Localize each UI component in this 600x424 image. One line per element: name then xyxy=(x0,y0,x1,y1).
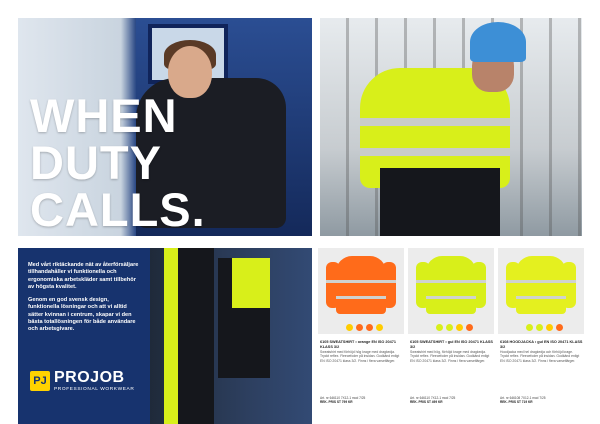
intro-panel xyxy=(18,248,150,424)
product-art-nr: Art. nr 646110 7X12-1 mod 7/25 xyxy=(320,396,366,400)
reflective-stripe xyxy=(416,280,486,283)
swatch xyxy=(556,324,563,331)
logo-wordmark: PROJOB xyxy=(54,369,125,386)
reflective-stripe xyxy=(326,280,396,283)
product-card-yellow-hoodie xyxy=(498,248,584,424)
swatch xyxy=(466,324,473,331)
product-card-orange-sweatshirt xyxy=(318,248,404,424)
headline-line-2: DUTY xyxy=(30,136,162,189)
garment-body xyxy=(516,256,566,314)
swatch xyxy=(536,324,543,331)
product-price: REK. PRIS ST 799 KR xyxy=(320,400,353,405)
headline-line-3: CALLS. xyxy=(30,183,206,236)
intro-paragraph-2: Genom en god svensk design, funktionella lösningar och att vi alltid sätter kvinnan i centrum, skapar vi den bästa totallösningen för både användare och arbetsgivare. xyxy=(28,297,136,333)
product-description: Hoodjacka med hel dragkedja och förhöjd krage. Tryckt reflex. Fleecefoder på insidan. Godkänd enligt EN ISO 20471 klass 3/2. Finns i flera varselfärger. xyxy=(500,350,580,363)
product-title: 6108 HOODJACKA • gul EN ISO 20471 KLASS 3/2 xyxy=(500,340,583,349)
product-price: REK. PRIS ST 499 KR xyxy=(410,400,443,405)
swatch xyxy=(456,324,463,331)
swatch xyxy=(346,324,353,331)
garment-body xyxy=(426,256,476,314)
projob-logo xyxy=(30,370,134,392)
hivis-panel xyxy=(164,248,178,424)
logo-mark: PJ xyxy=(30,371,50,391)
safety-helmet xyxy=(470,22,526,62)
product-art-nr: Art. nr 646110 7X12-1 mod 7/25 xyxy=(410,396,456,400)
hivis-panel xyxy=(232,258,270,308)
reflective-stripe xyxy=(336,296,386,299)
swatch xyxy=(376,324,383,331)
headline-line-1: WHEN xyxy=(30,89,178,142)
product-art-nr: Art. nr 646108 7X12-1 mod 7/25 xyxy=(500,396,546,400)
swatch xyxy=(356,324,363,331)
product-footer xyxy=(320,396,402,404)
garment-body xyxy=(336,256,386,314)
swatch xyxy=(366,324,373,331)
reflective-stripe xyxy=(360,118,510,126)
product-title: 6105 SWEATSHIRT • gul EN ISO 20471 KLASS 3/2 xyxy=(410,340,493,349)
product-title: 6105 SWEATSHIRT • orange EN ISO 20471 KLASS 3/2 xyxy=(320,340,396,349)
reflective-stripe xyxy=(516,296,566,299)
intro-paragraph-1: Med vårt riktäckande nät av återförsäljare tillhandahåller vi funktionella och ergonomiska arbetskläder samt tillbehör av högsta kvalitet. xyxy=(28,262,139,290)
color-swatches xyxy=(526,324,563,331)
swatch xyxy=(446,324,453,331)
color-swatches xyxy=(436,324,473,331)
color-swatches xyxy=(346,324,383,331)
swatch xyxy=(546,324,553,331)
product-image xyxy=(408,248,494,334)
product-footer xyxy=(500,396,582,404)
reflective-stripe xyxy=(506,280,576,283)
product-price: REK. PRIS ST 719 KR xyxy=(500,400,533,405)
reflective-stripe xyxy=(426,296,476,299)
headline xyxy=(30,89,206,236)
reflective-stripe xyxy=(360,148,510,156)
product-image xyxy=(318,248,404,334)
swatch xyxy=(436,324,443,331)
logo-tagline: PROFESSIONAL WORKWEAR xyxy=(54,387,135,392)
swatch xyxy=(526,324,533,331)
product-card-yellow-sweatshirt xyxy=(408,248,494,424)
work-pants xyxy=(380,168,500,236)
product-footer xyxy=(410,396,492,404)
product-description: Sweatshirt med förhöjd hög krage med dragkedja. Tryckt reflex. Fleecefoder på insidan. Godkänd enligt EN ISO 20471 klass 3/2. Finns i flera varselfärger. xyxy=(320,350,400,363)
product-description: Sweatshirt med hög, förhöjd krage med dragkedja. Tryckt reflex. Fleecefoder på insidan. Godkänd enligt EN ISO 20471 klass 3/2. Finns i flera varselfärger. xyxy=(410,350,490,363)
product-image xyxy=(498,248,584,334)
photo-man-construction xyxy=(320,18,582,236)
photo-legs-truck xyxy=(150,248,312,424)
